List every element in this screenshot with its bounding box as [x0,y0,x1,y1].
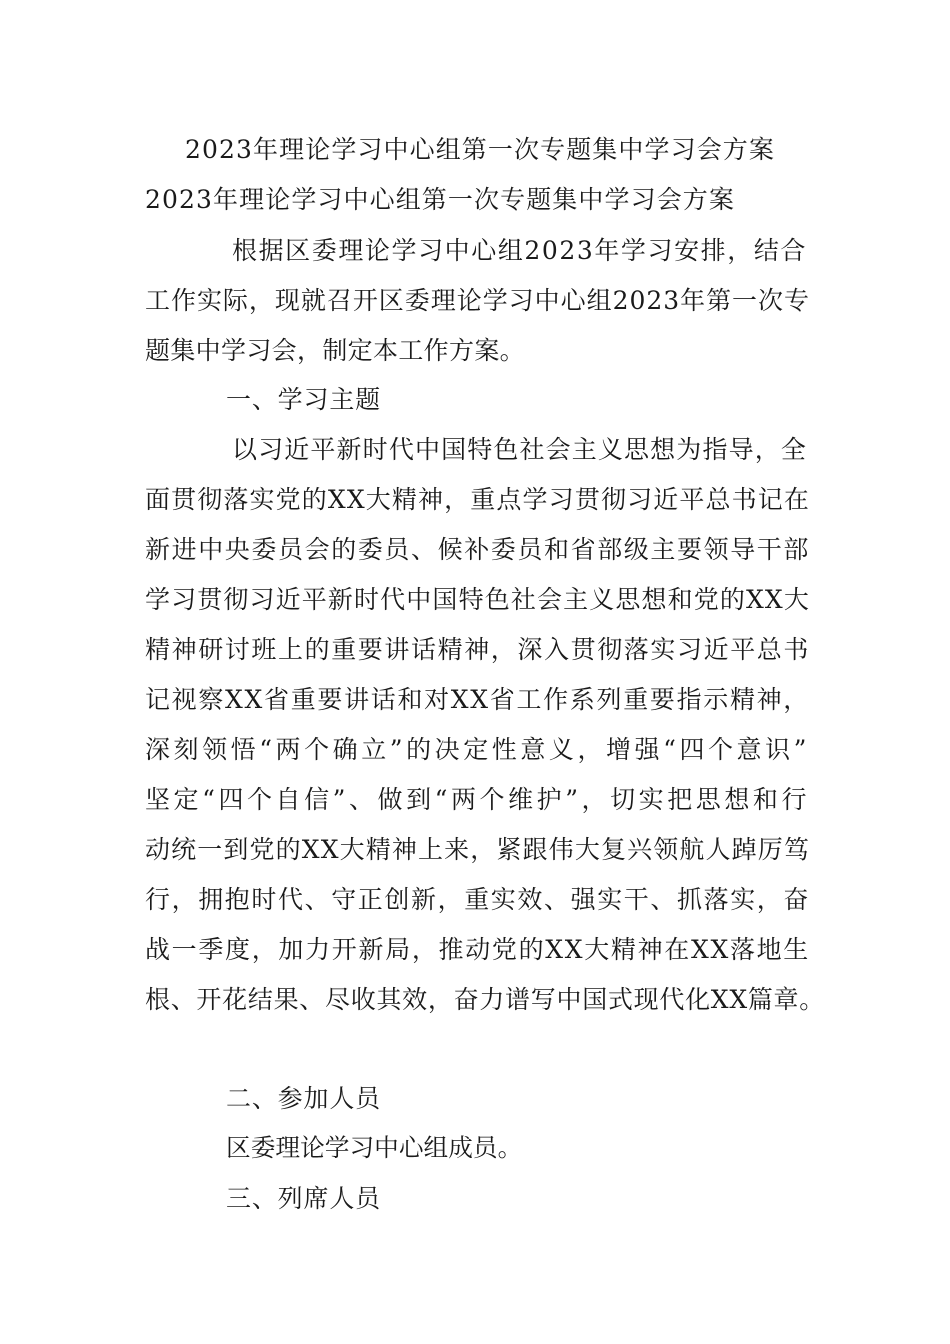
section1-body-line: 根、开花结果、尽收其效，奋力谱写中国式现代化XX篇章。 [145,985,825,1014]
intro-line: 题集中学习会，制定本工作方案。 [145,336,525,365]
section1-body-line: 学习贯彻习近平新时代中国特色社会主义思想和党的XX大 [145,585,810,614]
section-heading-attendees: 三、列席人员 [226,1184,381,1213]
document-title-line-2: 2023年理论学习中心组第一次专题集中学习会方案 [145,185,735,214]
section1-body-line: 面贯彻落实党的XX大精神，重点学习贯彻习近平总书记在 [145,485,810,514]
section1-body-line: 精神研讨班上的重要讲话精神，深入贯彻落实习近平总书 [145,635,810,664]
section1-body-line: 新进中央委员会的委员、候补委员和省部级主要领导干部 [145,535,810,564]
section-heading-participants: 二、参加人员 [226,1084,381,1113]
document-title-line-1: 2023年理论学习中心组第一次专题集中学习会方案 [185,135,775,164]
section1-body-line: 动统一到党的XX大精神上来，紧跟伟大复兴领航人踔厉笃 [145,835,810,864]
section1-body-line: 深刻领悟“两个确立”的决定性意义，增强“四个意识” [145,735,810,764]
section1-body-line: 战一季度，加力开新局，推动党的XX大精神在XX落地生 [145,935,810,964]
intro-line: 根据区委理论学习中心组2023年学习安排，结合 [232,236,807,265]
intro-line: 工作实际，现就召开区委理论学习中心组2023年第一次专 [145,286,810,315]
section1-body-line: 以习近平新时代中国特色社会主义思想为指导，全 [232,435,807,464]
section1-body-line: 行，拥抱时代、守正创新，重实效、强实干、抓落实，奋 [145,885,810,914]
section2-body: 区委理论学习中心组成员。 [226,1133,523,1162]
section1-body-line: 记视察XX省重要讲话和对XX省工作系列重要指示精神， [145,685,810,714]
section1-body-line: 坚定“四个自信”、做到“两个维护”，切实把思想和行 [145,785,810,814]
section-heading-study-theme: 一、学习主题 [226,385,381,414]
